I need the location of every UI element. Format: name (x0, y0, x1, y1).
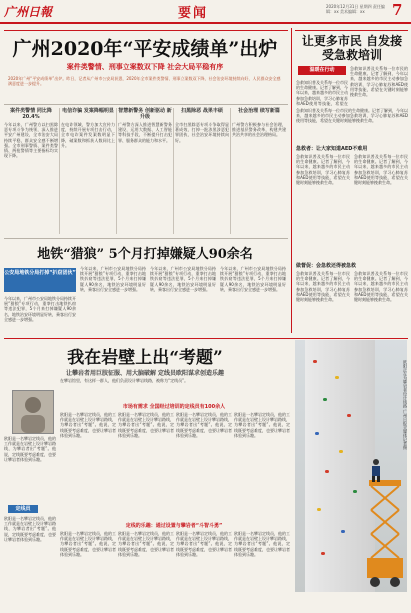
article1-top-rule (4, 30, 288, 31)
article1-col-2: 在电诈领域，警方加大宣传力度，持续开展专项打击行动，全市电诈案件发案数明显下降，破案数和抓获人数同比上升。 (61, 122, 115, 148)
article3-col-7: 欧阳是一名攀岩定线员，他的工作就是在岩壁上设计攀岩路线，为攀岩者出“考题”。他说，定线既要考虑难度，也要让攀岩者体验到乐趣。 (176, 531, 232, 557)
article2-col-1: 今年以来，广州市公安局地铁分局持续开展“猎狼”专项行动，重拳打击地铁扒窃等违法犯罪，5个月来打掉嫌疑人90余名，地铁治安环境明显好转，乘客出行安全感进一步增强。 (80, 266, 146, 292)
article2-top-rule (4, 238, 288, 239)
article3-col-3: 欧阳是一名攀岩定线员，他的工作就是在岩壁上设计攀岩路线，为攀岩者出“考题”。他说，定线既要考虑难度，也要让攀岩者体验到乐趣。 (176, 412, 232, 438)
climbing-hold (323, 398, 327, 401)
article3-headline: 我在岩壁上出“考题” (67, 348, 223, 368)
stat-head-1: 案件类警情 同比降20.4% (10, 108, 52, 120)
climbing-wall-photo (295, 340, 407, 592)
section-title: 要闻 (178, 6, 209, 21)
article1-col-5: 广州警方积极参与社会治理，推进基层警务改革，构建共建共治共享的社会治理格局。 (232, 122, 286, 138)
sidebar-body-1: 急救知识普及关系每一位市民的生命健康。记者了解到，今年以来，越来越多的市民主动参加急救培训，学习心肺复苏和AED使用等技能，希望在关键时刻能够挽救生命。 (296, 108, 408, 124)
sidebar-body-2: 急救知识普及关系每一位市民的生命健康。记者了解到，今年以来，越来越多的市民主动参加急救培训，学习心肺复苏和AED使用等技能，希望在关键时刻能够挽救生命。 (296, 154, 350, 186)
sidebar-body-4: 急救知识普及关系每一位市民的生命健康。记者了解到，今年以来，越来越多的市民主动参加急救培训，学习心肺复苏和AED使用等技能，希望在关键时刻能够挽救生命。 (296, 271, 350, 303)
climbing-hold (317, 508, 321, 511)
article3-side-text-2: 欧阳是一名攀岩定线员，他的工作就是在岩壁上设计攀岩路线，为攀岩者出“考题”。他说，定线既要考虑难度，也要让攀岩者体验到乐趣。 (4, 516, 56, 542)
article2-side-text: 今年以来，广州市公安局地铁分局持续开展“猎狼”专项行动，重拳打击地铁扒窃等违法犯罪，5个月来打掉嫌疑人90余名，地铁治安环境明显好转，乘客出行安全感进一步增强。 (4, 296, 76, 322)
article3-col-1: 欧阳是一名攀岩定线员，他的工作就是在岩壁上设计攀岩路线，为攀岩者出“考题”。他说，定线既要考虑难度，也要让攀岩者体验到乐趣。 (60, 412, 116, 438)
article3-col-8: 欧阳是一名攀岩定线员，他的工作就是在岩壁上设计攀岩路线，为攀岩者出“考题”。他说，定线既要考虑难度，也要让攀岩者体验到乐趣。 (234, 531, 290, 557)
stat-head-4: 扫黑除恶 战果丰硕 (181, 108, 223, 114)
person-icon (13, 391, 53, 433)
article3-col-6: 欧阳是一名攀岩定线员，他的工作就是在岩壁上设计攀岩路线，为攀岩者出“考题”。他说，定线既要考虑难度，也要让攀岩者体验到乐趣。 (118, 531, 174, 557)
sidebar-body-3: 急救知识普及关系每一位市民的生命健康。记者了解到，今年以来，越来越多的市民主动参加急救培训，学习心肺复苏和AED使用等技能，希望在关键时刻能够挽救生命。 (354, 154, 408, 186)
article3-photo-tag: 定线员 (8, 505, 38, 513)
climbing-hold (341, 530, 345, 533)
climbing-hold (335, 376, 339, 379)
article1-subhead: 案件类警情、刑事立案数双下降 社会大局平稳有序 (66, 63, 224, 71)
climbing-hold (347, 414, 351, 417)
sidebar-intro-left: 急救知识普及关系每一位市民的生命健康。记者了解到，今年以来，越来越多的市民主动参加急救培训，学习心肺复苏和AED使用等技能，希望在 (296, 80, 348, 106)
article1-col-1: 今年以来，广州警方以扫黑除恶专项斗争为统领，深入推进平安广州建设，全市治安大局持续平稳，群众安全感不断增强。全市刑事警情、案件类警情、两抢警情等主要指标均实现下降。 (4, 122, 58, 159)
climbing-hold (353, 490, 357, 493)
climber-person-icon (369, 458, 383, 482)
article3-section-head-2: 定线的乐趣：通过设置与攀岩者“斗智斗勇” (125, 523, 223, 529)
stat-head-3: 智慧新警务 创新驱动 新升级 (118, 108, 172, 120)
article3-intro: 在攀岩馆里，有这样一群人，他们负责设计攀岩线路，被称为“定线员”。 (60, 378, 189, 383)
page-number: 7 (392, 1, 403, 19)
article3-col-4: 欧阳是一名攀岩定线员，他的工作就是在岩壁上设计攀岩路线，为攀岩者出“考题”。他说，定线既要考虑难度，也要让攀岩者体验到乐趣。 (234, 412, 290, 438)
article3-subhead: 让攀岩者用巨肢征服、用大脑破解 定线员欧阳谋求创造乐趣 (65, 370, 225, 377)
sidebar-section-2: 做督促：会急救还得被急救 (296, 263, 357, 269)
article1-col-4: 全市扫黑除恶专项斗争取得显著成效，打掉一批涉黑涉恶犯罪团伙，社会治安环境持续向好。 (175, 122, 229, 143)
column-divider (173, 108, 174, 234)
sidebar-section-1: 急救者：让大家知道AED不难用 (296, 146, 368, 152)
sidebar-body-5: 急救知识普及关系每一位市民的生命健康。记者了解到，今年以来，越来越多的市民主动参加急救培训，学习心肺复苏和AED使用等技能，希望在关键时刻能够挽救生命。 (354, 271, 408, 303)
climbing-hold (325, 470, 329, 473)
article3-col-2: 欧阳是一名攀岩定线员，他的工作就是在岩壁上设计攀岩路线，为攀岩者出“考题”。他说，定线既要考虑难度，也要让攀岩者体验到乐趣。 (118, 412, 174, 438)
article1-lead-rule (4, 104, 288, 105)
sidebar-intro: 急救知识普及关系每一位市民的生命健康。记者了解到，今年以来，越来越多的市民主动参加急救培训，学习心肺复苏和AED使用等技能，希望在关键时刻能够挽救生命。 (350, 66, 408, 98)
article3-side-text: 欧阳是一名攀岩定线员，他的工作就是在岩壁上设计攀岩路线，为攀岩者出“考题”。他说，定线既要考虑难度，也要让攀岩者体验到乐趣。 (4, 436, 56, 462)
column-divider (59, 108, 60, 234)
climbing-hold (339, 450, 343, 453)
page-info: 2020年12月31日 星期四 责任编辑：xx 美术编辑：xx (326, 4, 385, 14)
photo-caption: 欧阳正在为攀岩者设计线路 广州日报全媒体记者摄 (403, 360, 408, 450)
sidebar-top-rule (295, 30, 408, 31)
article1-headline: 广州2020年“平安成绩单”出炉 (12, 38, 278, 60)
article1-col-3: 广州警方深入推进智慧新警务建设，运用大数据、人工智能等科技手段，不断提升打击犯罪、服务群众的能力和水平。 (118, 122, 172, 143)
article1-lead: 2020年广州“平安成绩单”出炉。昨日，记者从广州市公安局获悉，2020年全市案件类警情、刑事立案数双下降，社会治安环境持续向好，人民群众安全感满意度进一步提升。 (8, 76, 281, 86)
stat-head-2: 电信诈骗 发案降幅明显 (62, 108, 114, 114)
climbing-hold (321, 552, 325, 555)
scissor-lift-icon (365, 480, 405, 590)
article3-col-5: 欧阳是一名攀岩定线员，他的工作就是在岩壁上设计攀岩路线，为攀岩者出“考题”。他说，定线既要考虑难度，也要让攀岩者体验到乐趣。 (60, 531, 116, 557)
sidebar-tag: 温暖在行动 (298, 66, 346, 75)
right-column-divider (291, 28, 292, 333)
article2-col-2: 今年以来，广州市公安局地铁分局持续开展“猎狼”专项行动，重拳打击地铁扒窃等违法犯罪，5个月来打掉嫌疑人90余名，地铁治安环境明显好转，乘客出行安全感进一步增强。 (150, 266, 216, 292)
climbing-hold (315, 432, 319, 435)
article3-section-head-1: 市场有需求 全国经过培训的定线员有100余人 (122, 404, 226, 410)
newspaper-logo: 广州日報 (4, 5, 53, 19)
stat-head-5: 社会治理 续写新篇 (238, 108, 280, 114)
article3-top-rule (4, 338, 408, 339)
article2-headline: 地铁“猎狼” 5个月打掉嫌疑人90余名 (37, 247, 253, 262)
reporter-portrait (12, 390, 54, 434)
column-divider (116, 108, 117, 234)
column-divider (230, 108, 231, 234)
article2-col-3: 今年以来，广州市公安局地铁分局持续开展“猎狼”专项行动，重拳打击地铁扒窃等违法犯罪，5个月来打掉嫌疑人90余名，地铁治安环境明显好转，乘客出行安全感进一步增强。 (220, 266, 286, 292)
climbing-hold (313, 360, 317, 363)
article2-blue-box: 公安局地铁分局打掉“扒窃团伙” (4, 268, 76, 292)
sidebar-headline: 让更多市民 自发接受急救培训 (301, 34, 403, 62)
